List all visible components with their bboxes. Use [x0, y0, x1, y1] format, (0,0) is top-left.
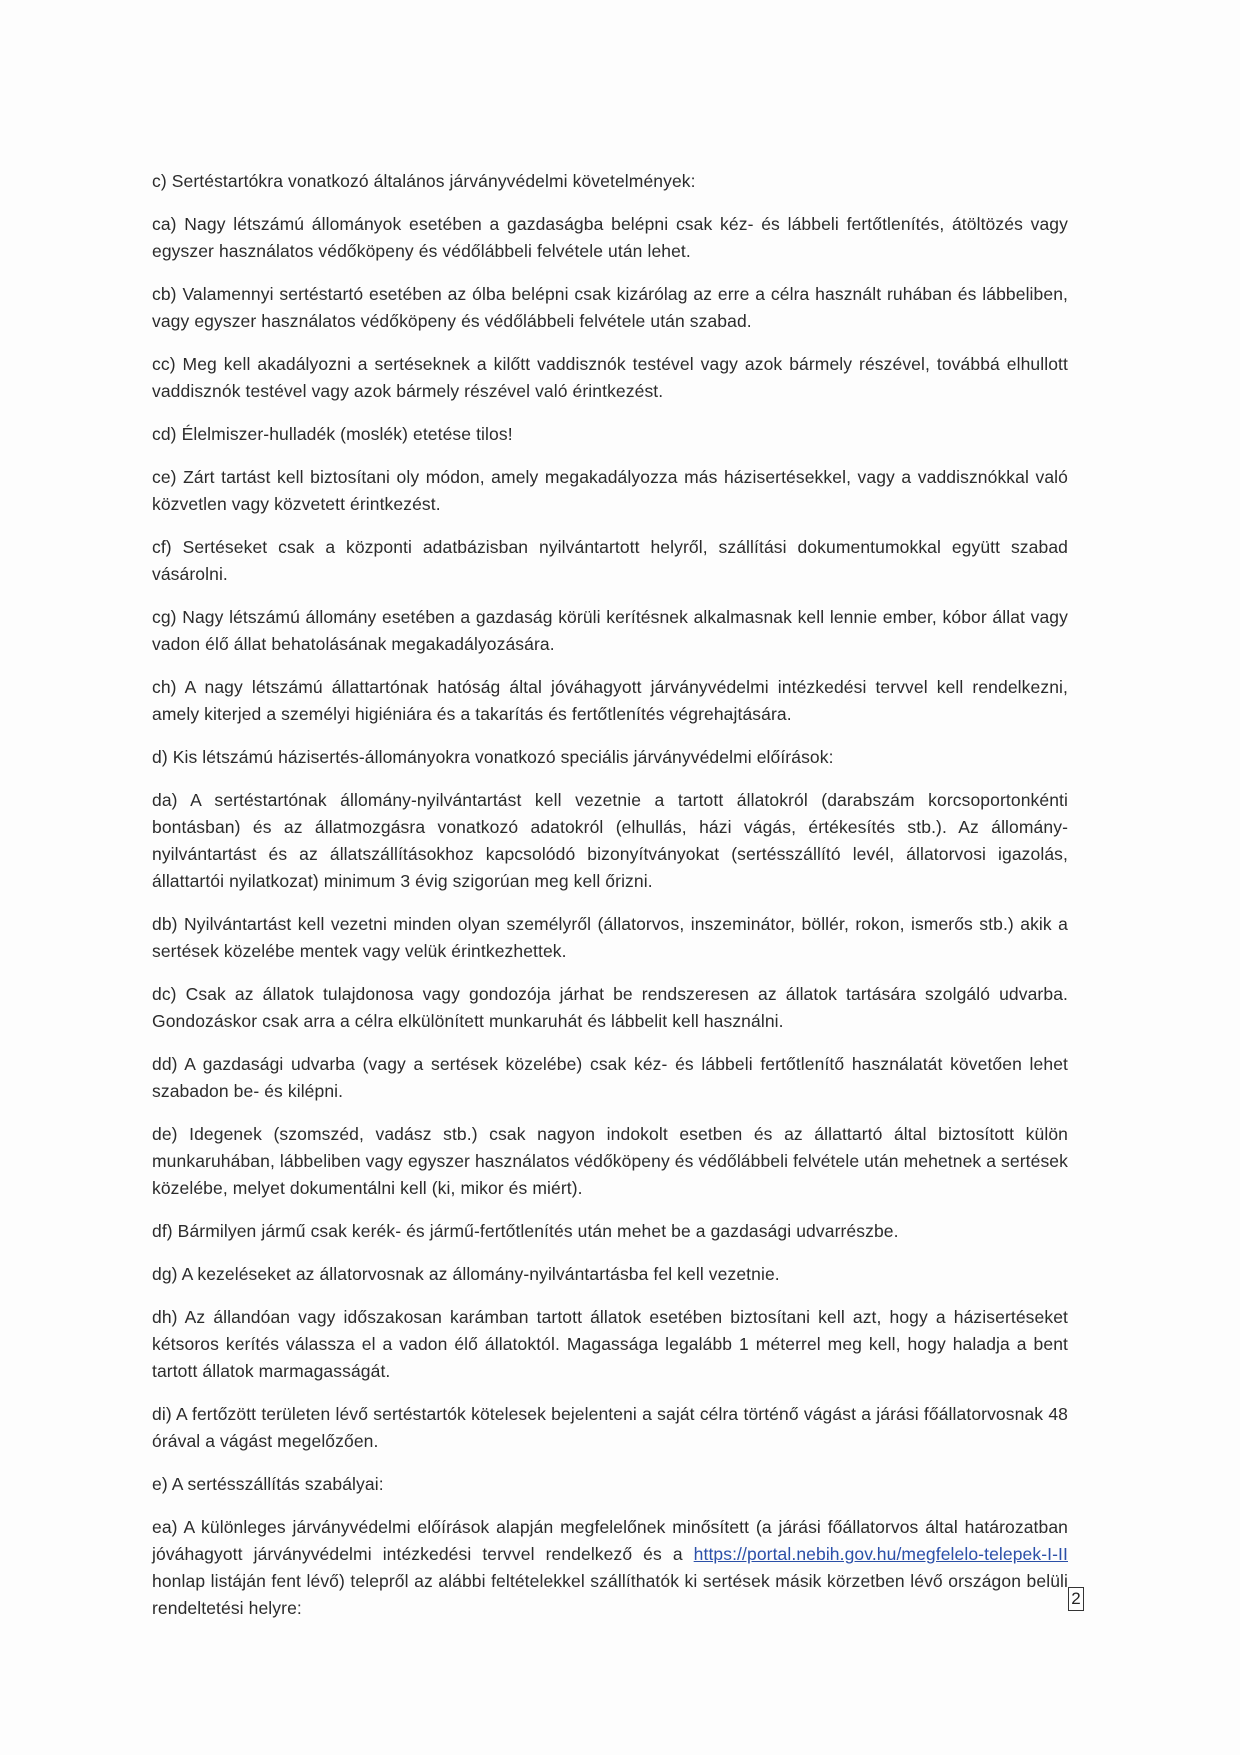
- paragraph-de: de) Idegenek (szomszéd, vadász stb.) csak nagyon indokolt esetben és az állattartó által biztosított külön munkaruhában, lábbeliben vagy egyszer használatos védőköpeny és védőlábbeli felvétele után mehetnek a sertések közelébe, melyet dokumentálni kell (ki, mikor és miért).: [152, 1124, 1068, 1198]
- paragraph-dg: dg) A kezeléseket az állatorvosnak az állomány-nyilvántartásba fel kell vezetnie.: [152, 1264, 780, 1284]
- paragraph-ea-text-before: ea) A különleges járványvédelmi előírások alapján megfelelőnek minősített (a járási főállatorvos által határozatban jóváhagyott járványvédelmi intézkedési tervvel rendelkező és a: [152, 1517, 1068, 1564]
- paragraph-ce: ce) Zárt tartást kell biztosítani oly módon, amely megakadályozza más házisertésekkel, vagy a vaddisznókkal való közvetlen vagy közvetett érintkezést.: [152, 467, 1068, 514]
- paragraph-dc: dc) Csak az állatok tulajdonosa vagy gondozója járhat be rendszeresen az állatok tartására szolgáló udvarba. Gondozáskor csak arra a célra elkülönített munkaruhát és lábbelit kell használni.: [152, 984, 1068, 1031]
- paragraph-ea: [152, 1514, 1068, 1622]
- paragraph-df: df) Bármilyen jármű csak kerék- és jármű-fertőtlenítés után mehet be a gazdasági udvarrészbe.: [152, 1221, 899, 1241]
- page-number: 2: [1068, 1587, 1084, 1611]
- paragraph-ca: ca) Nagy létszámú állományok esetében a gazdaságba belépni csak kéz- és lábbeli fertőtlenítés, átöltözés vagy egyszer használatos védőköpeny és védőlábbeli felvétele után lehet.: [152, 214, 1068, 261]
- paragraph-dd: dd) A gazdasági udvarba (vagy a sertések közelébe) csak kéz- és lábbeli fertőtlenítő használatát követően lehet szabadon be- és kilépni.: [152, 1054, 1068, 1101]
- paragraph-ea-text-after: honlap listáján fent lévő) telepről az alábbi feltételekkel szállíthatók ki sertések másik körzetben lévő országon belüli rendeltetési helyre:: [152, 1571, 1068, 1618]
- paragraph-db: db) Nyilvántartást kell vezetni minden olyan személyről (állatorvos, inszeminátor, böllér, rokon, ismerős stb.) akik a sertések közelébe mentek vagy velük érintkezhettek.: [152, 914, 1068, 961]
- paragraph-dh: dh) Az állandóan vagy időszakosan karámban tartott állatok esetében biztosítani kell azt, hogy a házisertéseket kétsoros kerítés válassza el a vadon élő állatoktól. Magassága legalább 1 méterrel meg kell, hogy haladja a bent tartott állatok marmagasságát.: [152, 1307, 1068, 1381]
- section-c-heading: c) Sertéstartókra vonatkozó általános járványvédelmi követelmények:: [152, 171, 696, 191]
- paragraph-cf: cf) Sertéseket csak a központi adatbázisban nyilvántartott helyről, szállítási dokumentumokkal együtt szabad vásárolni.: [152, 537, 1068, 584]
- paragraph-cd: cd) Élelmiszer-hulladék (moslék) etetése tilos!: [152, 424, 513, 444]
- nebih-link[interactable]: https://portal.nebih.gov.hu/megfelelo-telepek-I-II: [693, 1544, 1068, 1564]
- paragraph-cb: cb) Valamennyi sertéstartó esetében az ólba belépni csak kizárólag az erre a célra használt ruhában és lábbeliben, vagy egyszer használatos védőköpeny és védőlábbeli felvétele után szabad.: [152, 284, 1068, 331]
- document-body: [152, 168, 1068, 1638]
- paragraph-di: di) A fertőzött területen lévő sertéstartók kötelesek bejelenteni a saját célra történő vágást a járási főállatorvosnak 48 órával a vágást megelőzően.: [152, 1404, 1068, 1451]
- section-e-heading: e) A sertésszállítás szabályai:: [152, 1474, 384, 1494]
- paragraph-ch: ch) A nagy létszámú állattartónak hatóság által jóváhagyott járványvédelmi intézkedési tervvel kell rendelkezni, amely kiterjed a személyi higiéniára és a takarítás és fertőtlenítés végrehajtására.: [152, 677, 1068, 724]
- paragraph-cg: cg) Nagy létszámú állomány esetében a gazdaság körüli kerítésnek alkalmasnak kell lennie ember, kóbor állat vagy vadon élő állat behatolásának megakadályozására.: [152, 607, 1068, 654]
- paragraph-da: da) A sertéstartónak állomány-nyilvántartást kell vezetnie a tartott állatokról (darabszám korcsoportonkénti bontásban) és az állatmozgásra vonatkozó adatokról (elhullás, házi vágás, értékesítés stb.). Az állomány-nyilvántartást és az állatszállításokhoz kapcsolódó bizonyítványokat (sertésszállító levél, állatorvosi igazolás, állattartói nyilatkozat) minimum 3 évig szigorúan meg kell őrizni.: [152, 790, 1068, 891]
- paragraph-cc: cc) Meg kell akadályozni a sertéseknek a kilőtt vaddisznók testével vagy azok bármely részével, továbbá elhullott vaddisznók testével vagy azok bármely részével való érintkezést.: [152, 354, 1068, 401]
- section-d-heading: d) Kis létszámú házisertés-állományokra vonatkozó speciális járványvédelmi előírások:: [152, 747, 834, 767]
